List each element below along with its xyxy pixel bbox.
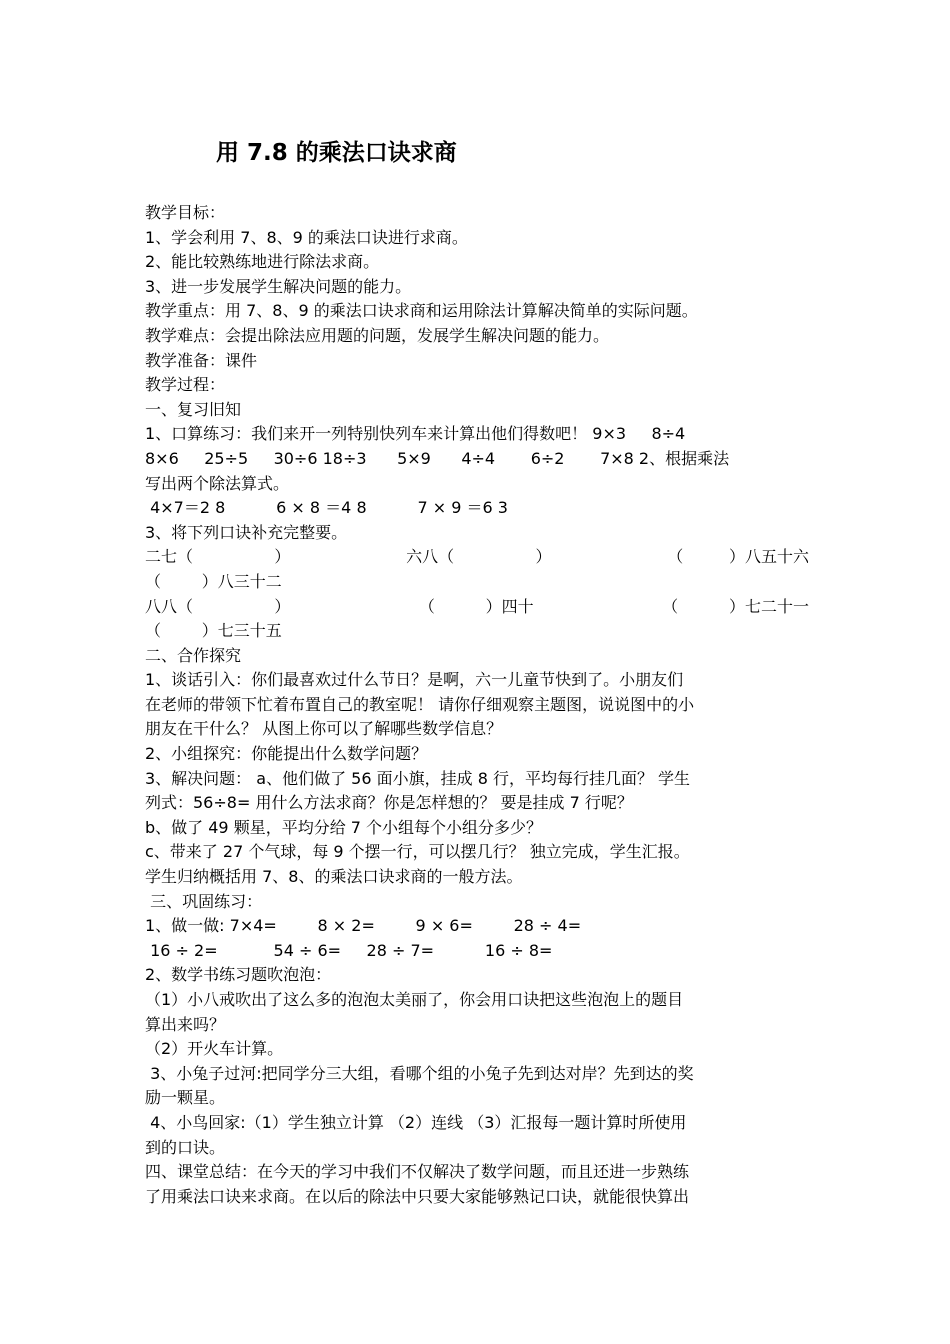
rhyme-blank: 二七（ ） — [145, 547, 291, 567]
text-line: 朋友在干什么？ 从图上你可以了解哪些数学信息？ — [145, 719, 503, 739]
text-line: 1、做一做: 7×4= 8 × 2= 9 × 6= 28 ÷ 4= — [145, 916, 582, 936]
text-line: （2）开火车计算。 — [145, 1039, 284, 1059]
text-line: 在老师的带领下忙着布置自己的教室呢！ 请你仔细观察主题图，说说图中的小 — [145, 694, 695, 714]
text-line: 四、课堂总结：在今天的学习中我们不仅解决了数学问题，而且还进一步熟练 — [145, 1162, 690, 1182]
text-line: 教学目标： — [145, 203, 226, 222]
text-line: 写出两个除法算式。 — [145, 473, 290, 493]
text-line: 励一颗星。 — [145, 1088, 226, 1108]
text-line: 了用乘法口诀来求商。在以后的除法中只要大家能够熟记口诀，就能很快算出 — [145, 1186, 690, 1206]
rhyme-blank: （ ）八五十六 — [667, 547, 809, 567]
text-line: 4×7＝2 8 6 × 8 ＝4 8 7 × 9 ＝6 3 — [145, 498, 508, 518]
text-line: 1、口算练习：我们来开一列特别快列车来计算出他们得数吧！ 9×3 8÷4 — [145, 424, 686, 444]
rhyme-blank: 六八（ ） — [406, 547, 552, 567]
rhyme-blank: （ ）四十 — [418, 596, 534, 616]
rhyme-row — [145, 545, 809, 570]
text-line: 2、能比较熟练地进行除法求商。 — [145, 252, 380, 272]
text-line: 1、谈话引入：你们最喜欢过什么节日？是啊，六一儿童节快到了。小朋友们 — [145, 670, 684, 690]
text-line: 教学过程： — [145, 375, 226, 395]
text-line: 教学难点：会提出除法应用题的问题，发展学生解决问题的能力。 — [145, 325, 610, 345]
text-line: 二、合作探究 — [145, 645, 242, 665]
text-line: 4、小鸟回家:（1）学生独立计算 （2）连线 （3）汇报每一题计算时所使用 — [145, 1112, 687, 1132]
text-line: （ ）七三十五 — [145, 621, 282, 641]
text-line: 3、解决问题： a、他们做了 56 面小旗，挂成 8 行，平均每行挂几面？ 学生 — [145, 768, 691, 788]
text-line: 3、进一步发展学生解决问题的能力。 — [145, 276, 412, 296]
text-line: 16 ÷ 2= 54 ÷ 6= 28 ÷ 7= 16 ÷ 8= — [145, 940, 553, 960]
text-line: 三、巩固练习： — [145, 891, 263, 911]
text-line: 2、数学书练习题吹泡泡： — [145, 965, 332, 985]
text-line: 3、小兔子过河:把同学分三大组，看哪个组的小兔子先到达对岸？先到达的奖 — [145, 1063, 694, 1083]
text-line: 1、学会利用 7、8、9 的乘法口诀进行求商。 — [145, 227, 468, 247]
text-line: 教学重点：用 7、8、9 的乘法口诀求商和运用除法计算解决简单的实际问题。 — [145, 301, 698, 321]
document-body — [145, 201, 809, 1209]
rhyme-blank: （ ）七二十一 — [662, 596, 809, 616]
text-line: （ ）八三十二 — [145, 571, 282, 591]
page-title: 用 7.8 的乘法口诀求商 — [216, 140, 457, 166]
text-line: 学生归纳概括用 7、8、的乘法口诀求商的一般方法。 — [145, 867, 523, 887]
text-line: 列式：56÷8= 用什么方法求商？你是怎样想的？ 要是挂成 7 行呢？ — [145, 793, 633, 813]
rhyme-blank: 八八（ ） — [145, 596, 291, 616]
text-line: c、带来了 27 个气球，每 9 个摆一行，可以摆几行？ 独立完成，学生汇报。 — [145, 842, 690, 862]
text-line: b、做了 49 颗星，平均分给 7 个小组每个小组分多少？ — [145, 817, 543, 837]
text-line: 算出来吗？ — [145, 1014, 226, 1034]
text-line: （1）小八戒吹出了这么多的泡泡太美丽了，你会用口诀把这些泡泡上的题目 — [145, 990, 684, 1009]
text-line: 3、将下列口诀补充完整要。 — [145, 522, 348, 542]
text-line: 教学准备：课件 — [145, 350, 258, 370]
text-line: 8×6 25÷5 30÷6 18÷3 5×9 4÷4 6÷2 7×8 2、根据乘法 — [145, 448, 730, 468]
rhyme-row — [145, 595, 809, 620]
text-line: 一、复习旧知 — [145, 399, 242, 419]
text-line: 2、小组探究：你能提出什么数学问题？ — [145, 744, 428, 764]
text-line: 到的口诀。 — [145, 1137, 226, 1157]
